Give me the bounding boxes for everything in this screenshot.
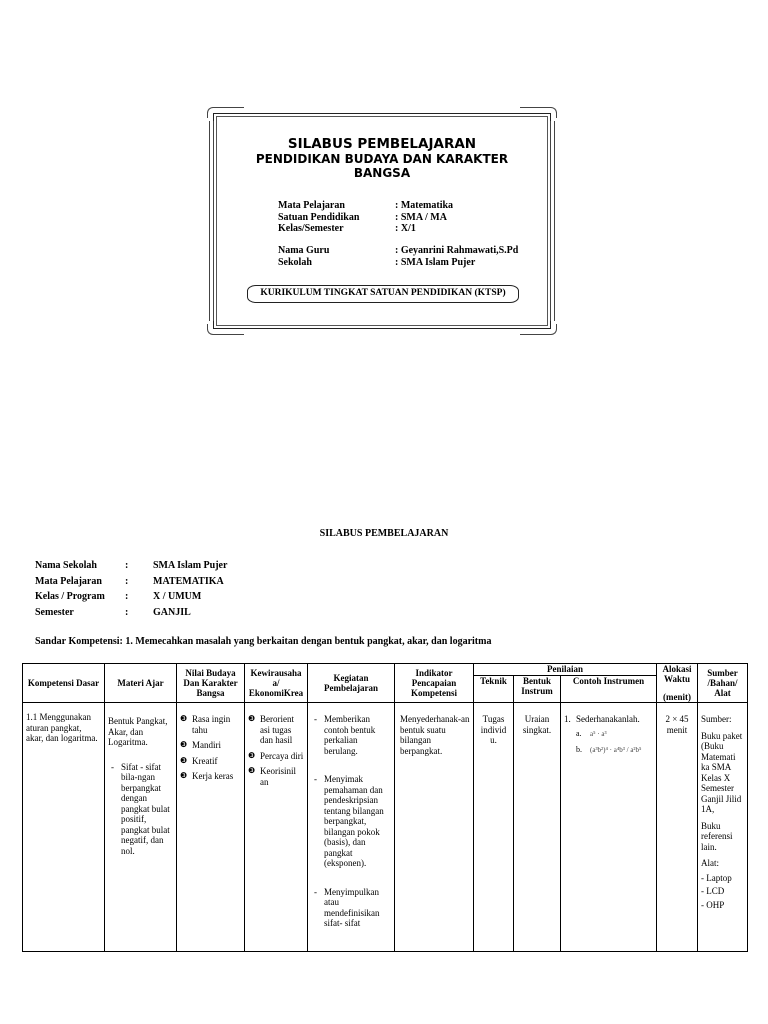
school-info-label: Semester xyxy=(35,606,74,618)
school-info-label: Mata Pelajaran xyxy=(35,575,102,587)
header-alokasi-label: Alokasi Waktu xyxy=(662,664,692,684)
bullet-icon: ❸ xyxy=(248,714,256,723)
colon: : xyxy=(125,575,129,587)
header-alokasi-unit: (menit) xyxy=(663,692,692,702)
materi-main: Bentuk Pangkat, Akar, dan Logaritma. xyxy=(108,716,168,747)
list-item xyxy=(314,887,391,929)
curriculum-banner: KURIKULUM TINGKAT SATUAN PENDIDIKAN (KTSP) xyxy=(247,285,519,303)
header-bentuk: Bentuk Instrum xyxy=(514,675,561,702)
cover-title: SILABUS PEMBELAJARAN xyxy=(287,136,477,152)
list-item-text: Memberikan contoh bentuk perkalian berulang. xyxy=(324,714,376,756)
corner-ornament xyxy=(520,324,557,335)
cell-kewirausahaan xyxy=(245,703,308,952)
school-info-label: Kelas / Program xyxy=(35,591,105,602)
list-item: - OHP xyxy=(701,899,725,910)
cover-info-row xyxy=(278,200,453,212)
list-item xyxy=(180,771,241,782)
cell-alokasi: 2 × 45 menit xyxy=(657,703,698,952)
dash: - xyxy=(314,714,317,724)
corner-ornament xyxy=(207,107,244,118)
cover-info-row xyxy=(278,212,453,224)
header-contoh: Contoh Instrumen xyxy=(561,675,657,702)
header-indikator: Indikator Pencapaian Kompetensi xyxy=(395,664,474,703)
list-item-text: Menyimpulkan atau mendefinisikan sifat- sifat xyxy=(324,886,380,928)
list-item-text: Menyimak pemahaman dan pendeskripsian tentang bilangan berpangkat, bilangan pokok (basis), dan pangkat (eksponen). xyxy=(324,774,384,868)
sumber-label: Sumber: xyxy=(701,714,732,724)
list-item-text: Kreatif xyxy=(192,755,218,766)
header-kewirausahaan: Kewirausaha a/ EkonomiKrea xyxy=(245,664,308,703)
cell-nilai xyxy=(177,703,245,952)
nilai-list xyxy=(180,714,241,782)
contoh-sub-a xyxy=(564,729,653,740)
school-info-row xyxy=(35,605,227,621)
cell-sumber xyxy=(698,703,748,952)
cover-info-label: Kelas/Semester xyxy=(278,223,344,234)
cover-info-label: Satuan Pendidikan xyxy=(278,211,360,223)
kewira-list xyxy=(248,714,304,787)
cover-subtitle: PENDIDIKAN BUDAYA DAN KARAKTER BANGSA xyxy=(255,152,509,180)
bullet-icon: ❸ xyxy=(248,766,256,775)
list-item xyxy=(248,751,304,762)
header-kegiatan: Kegiatan Pembelajaran xyxy=(308,664,395,703)
cover-info-value: : SMA Islam Pujer xyxy=(395,256,476,268)
header-sumber: Sumber /Bahan/ Alat xyxy=(698,664,748,703)
cell-kompetensi-dasar: 1.1 Menggunakan aturan pangkat, akar, dan logaritma. xyxy=(23,703,105,952)
bullet-icon: ❸ xyxy=(180,771,188,780)
school-info-value: SMA Islam Pujer xyxy=(153,560,228,571)
list-item xyxy=(314,774,391,869)
standard-competency: Sandar Kompetensi: 1. Memecahkan masalah yang berkaitan dengan bentuk pangkat, akar, dan logaritma xyxy=(35,636,492,647)
contoh-intro: Sederhanakanlah. xyxy=(576,714,640,724)
contoh-number: 1. xyxy=(564,714,571,724)
list-item xyxy=(180,756,241,767)
contoh-sub-b xyxy=(564,745,653,756)
school-info-row xyxy=(35,574,227,590)
colon: : xyxy=(125,606,129,618)
list-item: - LCD xyxy=(701,886,725,896)
colon: : xyxy=(125,591,129,602)
list-item xyxy=(248,766,304,787)
cover-info-block xyxy=(278,200,453,235)
cover-info-label: Sekolah xyxy=(278,256,312,268)
list-item: - Laptop xyxy=(701,872,732,883)
cover-info-row xyxy=(278,223,453,235)
cover-info-row xyxy=(278,245,518,257)
school-info-value: GANJIL xyxy=(153,606,191,618)
corner-ornament xyxy=(520,107,557,118)
math-expression: (a³b²)⁴ · a⁴b³ / a²b⁵ xyxy=(590,746,642,754)
school-info-block xyxy=(35,558,227,620)
cell-contoh xyxy=(561,703,657,952)
header-kompetensi-dasar: Kompetensi Dasar xyxy=(23,664,105,703)
header-materi-ajar: Materi Ajar xyxy=(105,664,177,703)
cover-info-label: Nama Guru xyxy=(278,245,330,256)
list-item xyxy=(180,740,241,751)
cell-materi xyxy=(105,703,177,952)
syllabus-table xyxy=(22,663,748,952)
dash: - xyxy=(111,761,114,772)
school-info-row xyxy=(35,558,227,574)
cell-bentuk: Uraian singkat. xyxy=(514,703,561,952)
colon: : xyxy=(125,560,129,571)
cover-info-value: : X/1 xyxy=(395,223,416,234)
alat-list xyxy=(701,873,744,911)
list-item-text: Percaya diri xyxy=(260,750,304,761)
document-title: SILABUS PEMBELAJARAN xyxy=(319,528,449,539)
materi-sub-text: Sifat - sifat bila-ngan berpangkat dengan pangkat bulat positif, pangkat bulat negatif, dan nol. xyxy=(121,761,170,856)
cover-box xyxy=(207,107,557,335)
list-item xyxy=(314,714,391,756)
sumber-ref: Buku referensi lain. xyxy=(701,820,733,852)
cover-info-block-2 xyxy=(278,245,518,268)
list-item-text: Kerja keras xyxy=(192,771,234,781)
bullet-icon: ❸ xyxy=(180,714,188,723)
cover-info-value: : Matematika xyxy=(395,200,454,211)
header-penilaian: Penilaian xyxy=(474,664,657,676)
list-item-text: Mandiri xyxy=(192,740,221,750)
list-item-text: Keorisinil an xyxy=(260,766,296,787)
sub-label: b. xyxy=(576,745,582,754)
bullet-icon: ❸ xyxy=(180,755,188,765)
cell-kegiatan xyxy=(308,703,395,952)
list-item-text: Rasa ingin tahu xyxy=(192,714,231,735)
list-item-text: Berorient asi tugas dan hasil xyxy=(260,714,294,745)
kegiatan-list xyxy=(314,714,391,929)
header-teknik: Teknik xyxy=(474,675,514,702)
table-row xyxy=(23,703,748,952)
list-item xyxy=(180,714,241,735)
corner-ornament xyxy=(207,324,244,335)
school-info-row xyxy=(35,589,227,605)
school-info-value: MATEMATIKA xyxy=(153,575,224,587)
math-expression: a⁵ · a³ xyxy=(590,729,607,738)
contoh-item xyxy=(564,714,653,725)
cell-teknik: Tugas individ u. xyxy=(474,703,514,952)
list-item xyxy=(248,714,304,746)
cover-info-label: Mata Pelajaran xyxy=(278,200,345,211)
header-alokasi xyxy=(657,664,698,703)
cover-info-value: : Geyanrini Rahmawati,S.Pd xyxy=(395,245,519,256)
school-info-value: X / UMUM xyxy=(153,591,202,602)
dash: - xyxy=(314,886,317,897)
bullet-icon: ❸ xyxy=(180,740,188,749)
header-nilai-budaya: Nilai Budaya Dan Karakter Bangsa xyxy=(177,664,245,703)
bullet-icon: ❸ xyxy=(248,750,256,760)
dash: - xyxy=(314,774,317,784)
sumber-book: Buku paket (Buku Matemati ka SMA Kelas X Semester Ganjil Jilid 1A, xyxy=(701,730,743,814)
cell-indikator: Menyederhanak-an bentuk suatu bilangan berpangkat. xyxy=(395,703,474,952)
cover-info-value: : SMA / MA xyxy=(395,211,447,223)
sub-label: a. xyxy=(576,728,582,738)
materi-sub-item xyxy=(108,762,173,857)
school-info-label: Nama Sekolah xyxy=(35,560,97,571)
cover-info-row xyxy=(278,257,518,269)
alat-label: Alat: xyxy=(701,858,720,868)
